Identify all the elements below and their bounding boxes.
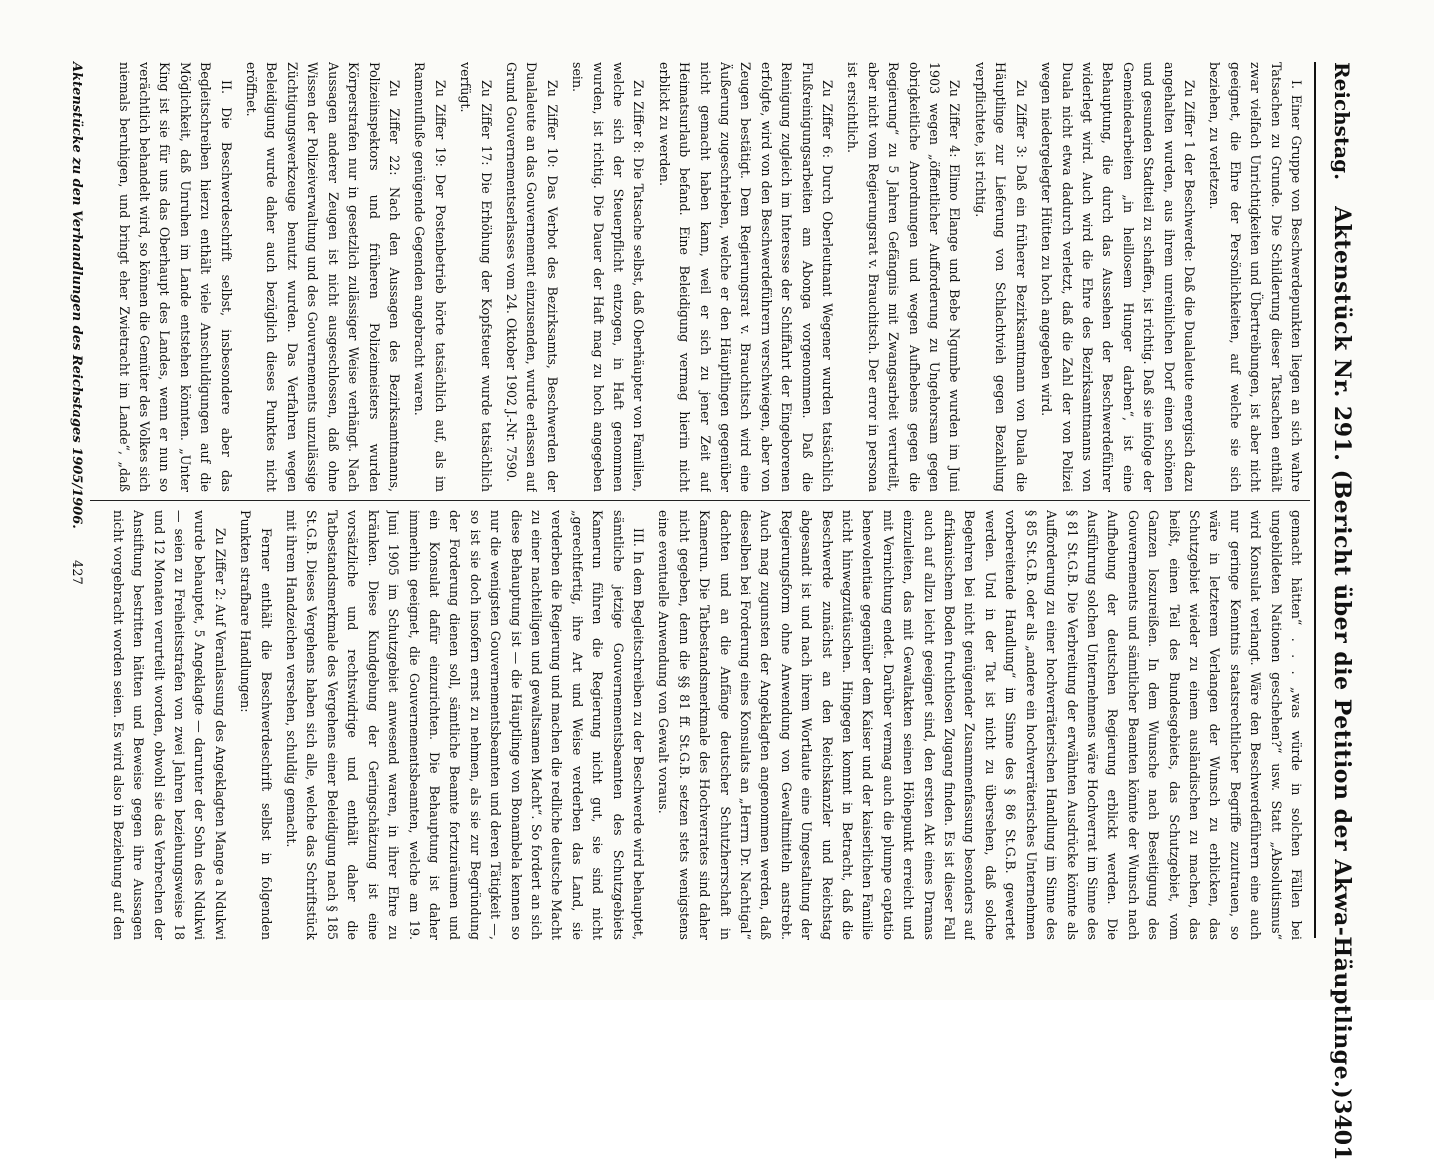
left-column bbox=[110, 62, 1306, 492]
page-number: 3401 bbox=[1329, 1099, 1355, 1160]
paragraph: Zu Ziffer 1 der Beschwerde: Daß die Dualaleute energisch dazu angehalten wurden, aus ihrem unreinlichen Dorf einen schönen und gesunden Stadtteil zu schaffen, ist richtig. Daß sie infolge der Gemeindearbeiten „in heillosem Hunger darben“, ist eine Behauptung, die durch das Aussehen der Beschwerdeführer widerlegt wird. Auch wird die Ehre des Bezirksamtmanns von Duala nicht etwa dadurch verletzt, daß die Zahl der von Polizei wegen niedergelegter Hütten zu hoch angegeben wird. bbox=[1039, 62, 1197, 492]
paragraph: Zu Ziffer 22: Nach den Aussagen des Bezirksamtmanns, Polizeiinspektors und früheren Polizeimeisters wurden Körperstrafen nur in gesetzlich zulässiger Weise verhängt. Nach Aussagen anderer Zeugen ist nicht ausgeschlossen, daß ohne Wissen der Polizeiverwaltung und des Gouvernements unzulässige Züchtigungswerkzeuge benutzt wurden. Das Verfahren wegen Beleidigung wurde daher auch bezüglich dieses Punktes nicht eröffnet. bbox=[244, 62, 402, 492]
right-column bbox=[110, 510, 1306, 940]
signature-mark: 427 bbox=[69, 560, 84, 585]
paragraph: Zu Ziffer 19: Der Postenbetrieb hörte tatsächlich auf, als im Ramenufluße genügende Gegenden angebracht waren. bbox=[412, 62, 448, 492]
paragraph: Ferner enthält die Beschwerdeschrift selbst in folgenden Punkten strafbare Handlungen: bbox=[238, 510, 274, 940]
header-left: Reichstag. bbox=[1330, 62, 1354, 181]
header-title: Aktenstück Nr. 291. (Bericht über die Petition der Akwa-Häuptlinge.) bbox=[1329, 206, 1355, 1100]
page-header bbox=[1322, 62, 1362, 1160]
paragraph: III. In dem Begleitschreiben zu der Beschwerde wird behauptet, sämtliche jetzige Gouvernementsbeamten des Schutzgebiets Kamerun führen die Regierung nicht gut, sie sind nicht „gerechtfertig, ihre Art und Weise verderben das Land, sie verderben die Regierung und machen die redliche deutsche Macht zu einer nachteiligen und gewaltsamen Macht“. So fordert an sich diese Behauptung ist — die Häuptlinge von Bonambela kennen so nur die wenigsten Gouvernementsbeamten und deren Tätigkeit —, so ist sie doch insofern ernst zu nehmen, als sie zur Begründung der Forderung dienen soll, sämtliche Beamte fortzuräumen und ein Konsulat dafür einzurichten. Die Behauptung ist daher immerhin geeignet, die Gouvernementsbeamten, welche am 19. Juni 1905 im Schutzgebiet anwesend waren, in ihrer Ehre zu kränken. Diese Kundgebung der Geringschätzung ist eine vorsätzliche und rechtswidrige und enthält daher die Tatbestandsmerkmale des Vergehens einer Beleidigung nach § 185 St.G.B. Dieses Vergehens haben sich alle, welche das Schriftstück mit ihrem Handzeichen versehen, schuldig gemacht. bbox=[284, 510, 646, 940]
page-footer: Aktenstücke zu den Verhandlungen des Reichstages 1905/1906. bbox=[69, 62, 84, 529]
paragraph: Zu Ziffer 3: Daß ein früherer Bezirksamtmann von Duala die Häuptlinge zur Lieferung von Schlachtvieh gegen Bezahlung verpflichtete, ist richtig. bbox=[972, 62, 1029, 492]
paragraph: II. Die Beschwerdeschrift selbst, insbesondere aber das Begleitschreiben hierzu enthält viele Anschuldigungen auf die Möglichkeit, daß Unruhen im Lande entstehen könnten. „Unter King ist sie für uns das Oberhaupt des Landes, wenn er nun so verächtlich behandelt wird, so können die Gemüter des Volkes sich niemals beruhigen, und bringt eher Zwietracht im Lande“, „daß bbox=[116, 62, 234, 492]
paragraph: Zu Ziffer 8: Die Tatsache selbst, daß Oberhäupter von Familien, welche sich der Steuerpflicht entzogen, in Haft genommen wurden, ist richtig. Die Dauer der Haft mag zu hoch angegeben sein. bbox=[570, 62, 647, 492]
header-rule bbox=[1314, 62, 1316, 938]
paragraph: I. Einer Gruppe von Beschwerdepunkten liegen an sich wahre Tatsachen zu Grunde. Die Schilderung dieser Tatsachen enthält zwar vielfach Unrichtigkeiten und Übertreibungen, ist aber nicht geeignet, die Ehre der Persönlichkeiten, auf welche sie sich beziehen, zu verletzen. bbox=[1207, 62, 1304, 492]
paragraph: Zu Ziffer 2: Auf Veranlassung des Angeklagten Mange a Ndukwi wurde behauptet, 5 Angeklagte — darunter der Sohn des Ndukwi — seien zu Freiheitsstrafen von zwei Jahren beziehungsweise 18 und 12 Monaten verurteilt worden, obwohl sie das Verbrechen der Anstiftung bestritten hätten und Beweise gegen ihre Aussagen nicht vorgebracht worden seien. Es wird also in Beziehung auf den bbox=[110, 510, 228, 940]
paragraph: Zu Ziffer 4: Elimo Elange und Bebe Ngumbe wurden im Juni 1903 wegen „öffentlicher Aufforderung zu Ungehorsam gegen obrigkeitliche Anordnungen und wegen Aufhebens gegen die Regierung“ zu 5 Jahren Gefängnis mit Zwangsarbeit verurteilt, aber nicht vom Regierungsrat v. Brauchitsch. Der error in persona ist ersichtlich. bbox=[845, 62, 963, 492]
column-divider bbox=[90, 500, 1310, 501]
paragraph: Zu Ziffer 17: Die Erhöhung der Kopfsteuer wurde tatsächlich verfügt. bbox=[458, 62, 494, 492]
paragraph: gemacht hätten“ . . . „was würde in solchen Fällen bei ungebildeten Nationen geschehen?“ usw. Statt „Absolutismus“ wird Konsulat verlangt. Wäre den Beschwerdeführern eine auch nur geringe Kenntnis staatsrechtlicher Begriffe zuzutrauen, so wäre in letzterem Verlangen der Wunsch zu erblicken, das Schutzgebiet wieder zu einem ausländischen zu machen, das heißt, einen Teil des Bundesgebiets, das Schutzgebiet, vom Ganzen loszureißen. In dem Wunsche nach Beseitigung des Gouvernements und sämtlicher Beamten könnte der Wunsch nach Aufhebung der deutschen Regierung erblickt werden. Die Ausführung solchen Unternehmens wäre Hochverrat im Sinne des § 81 St.G.B. Die Verbreitung der erwähnten Ausdrücke könnte als Aufforderung zu einer hochverräterischen Handlung im Sinne des § 85 St.G.B. oder als „andere ein hochverräterisches Unternehmen vorbereitende Handlung“ im Sinne des § 86 St.G.B. gewertet werden. Und in der Tat ist nicht zu übersehen, daß solche Begehren bei nicht genügender Zusammenfassung besonders auf afrikanischem Boden fruchtlosen Zugang finden. Es ist dieser Fall auch auf allzu leicht geeignet sind, den ersten Akt eines Dramas einzuleiten, das mit Gewaltakten seinen Höhepunkt erreicht und mit Vernichtung endet. Darüber vermag auch die plumpe captatio benevolentiae gegenüber dem Kaiser und der kaiserlichen Familie nicht hinwegzutäuschen. Hingegen kommt in Betracht, daß die Beschwerde zunächst an den Reichskanzler und Reichstag abgesandt ist und nach ihrem Wortlaute eine Umgestaltung der Regierungsform ohne Anwendung von Gewaltmitteln anstrebt. Auch mag zugunsten der Angeklagten angenommen werden, daß dieselben bei Forderung eines Konsulats an „Herrn Dr. Nachtigal“ dachten und an die Anfänge deutscher Schutzherrschaft in Kamerun. Die Tatbestandsmerkmale des Hochverrates sind daher nicht gegeben, denn die §§ 81 ff. St.G.B. setzen stets wenigstens eine eventuelle Anwendung von Gewalt voraus. bbox=[656, 510, 1304, 940]
paragraph: Zu Ziffer 10: Das Verbot des Bezirksamts, Beschwerden der Dualaleute an das Gouvernement einzusenden, wurde erlassen auf Grund Gouvernementserlasses vom 24. Oktober 1902 J.-Nr. 7590. bbox=[503, 62, 560, 492]
paragraph: Zu Ziffer 6: Durch Oberleutnant Wegener wurden tatsächlich Flußreinigungsarbeiten am Abonga vorgenommen. Daß die Reinigung zugleich im Interesse der Schiffahrt der Eingeborenen erfolgte, wird von den Beschwerdeführern verschwiegen, aber von Zeugen bestätigt. Dem Regierungsrat v. Brauchitsch wird eine Äußerung zugeschrieben, welche er den Häuptlingen gegenüber nicht gemacht haben kann, weil er sich zu jener Zeit auf Heimatsurlaub befand. Eine Beleidigung vermag hierin nicht erblickt zu werden. bbox=[656, 62, 836, 492]
